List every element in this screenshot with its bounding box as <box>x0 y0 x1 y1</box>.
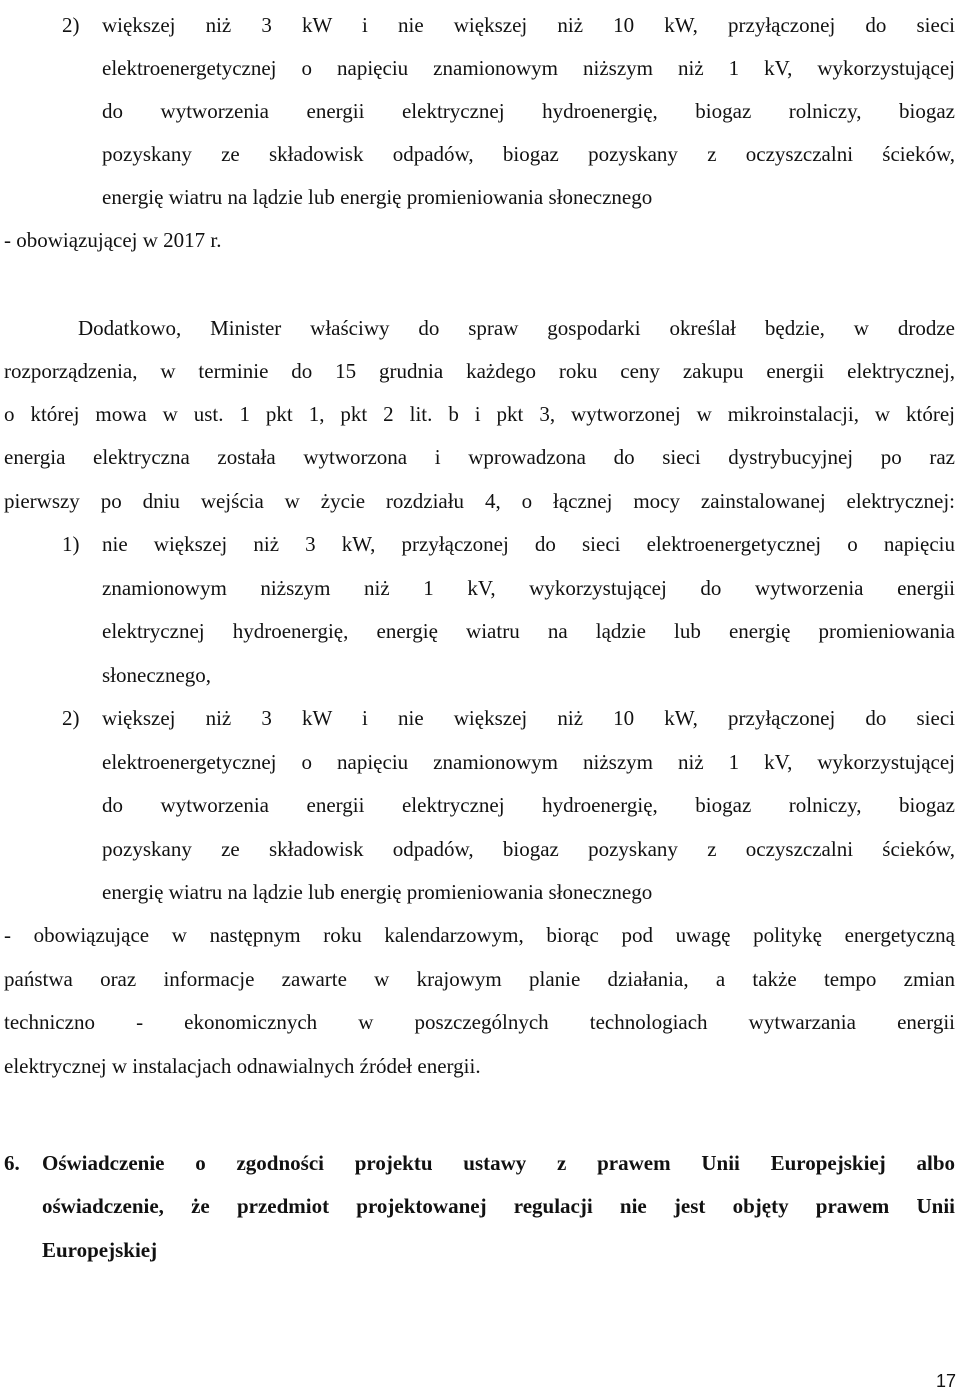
list-item-line: energię wiatru na lądzie lub energię promieniowania słonecznego <box>102 880 653 904</box>
paragraph-line: rozporządzenia, w terminie do 15 grudnia każdego roku ceny zakupu energii elektrycznej, <box>4 359 955 383</box>
list-item-line: większej niż 3 kW i nie większej niż 10 kW, przyłączonej do sieci <box>102 706 955 730</box>
section-title-line: oświadczenie, że przedmiot projektowanej regulacji nie jest objęty prawem Unii <box>42 1194 955 1218</box>
list-item-line: słonecznego, <box>102 663 212 687</box>
list-item-label: 2) <box>62 13 80 37</box>
list-item-line: energię wiatru na lądzie lub energię promieniowania słonecznego <box>102 185 653 209</box>
list-item-line: większej niż 3 kW i nie większej niż 10 kW, przyłączonej do sieci <box>102 13 955 37</box>
section-number: 6. <box>4 1151 20 1175</box>
list-item-line: elektroenergetycznej o napięciu znamionowym niższym niż 1 kV, wykorzystującej <box>102 56 955 80</box>
list-item-line: elektrycznej hydroenergię, energię wiatru na lądzie lub energię promieniowania <box>102 619 955 643</box>
list-item-label: 1) <box>62 532 80 556</box>
section-title-line: Europejskiej <box>42 1238 158 1262</box>
list-item-line: znamionowym niższym niż 1 kV, wykorzystującej do wytworzenia energii <box>102 576 955 600</box>
list-item-line: pozyskany ze składowisk odpadów, biogaz pozyskany z oczyszczalni ścieków, <box>102 837 955 861</box>
section-title-line: Oświadczenie o zgodności projektu ustawy z prawem Unii Europejskiej albo <box>42 1151 955 1175</box>
paragraph-line: pierwszy po dniu wejścia w życie rozdziału 4, o łącznej mocy zainstalowanej elektrycznej: <box>4 489 955 513</box>
paragraph-line: elektrycznej w instalacjach odnawialnych źródeł energii. <box>4 1054 481 1078</box>
list-item-line: do wytworzenia energii elektrycznej hydroenergię, biogaz rolniczy, biogaz <box>102 99 955 123</box>
list-item-line: do wytworzenia energii elektrycznej hydroenergię, biogaz rolniczy, biogaz <box>102 793 955 817</box>
paragraph-line: o której mowa w ust. 1 pkt 1, pkt 2 lit. b i pkt 3, wytworzonej w mikroinstalacji, w której <box>4 402 955 426</box>
paragraph-line: państwa oraz informacje zawarte w krajowym planie działania, a także tempo zmian <box>4 967 955 991</box>
page-number: 17 <box>935 1371 956 1391</box>
list-item-line: elektroenergetycznej o napięciu znamionowym niższym niż 1 kV, wykorzystującej <box>102 750 955 774</box>
paragraph-line: - obowiązujące w następnym roku kalendarzowym, biorąc pod uwagę politykę energetyczną <box>4 923 955 947</box>
paragraph-line: Dodatkowo, Minister właściwy do spraw gospodarki określał będzie, w drodze <box>78 316 955 340</box>
list-item-line: nie większej niż 3 kW, przyłączonej do sieci elektroenergetycznej o napięciu <box>102 532 955 556</box>
list-item-label: 2) <box>62 706 80 730</box>
paragraph-line: energia elektryczna została wytworzona i wprowadzona do sieci dystrybucyjnej po raz <box>4 445 955 469</box>
list-closing-line: - obowiązującej w 2017 r. <box>4 228 222 252</box>
list-item-line: pozyskany ze składowisk odpadów, biogaz pozyskany z oczyszczalni ścieków, <box>102 142 955 166</box>
paragraph-line: techniczno - ekonomicznych w poszczególnych technologiach wytwarzania energii <box>4 1010 955 1034</box>
